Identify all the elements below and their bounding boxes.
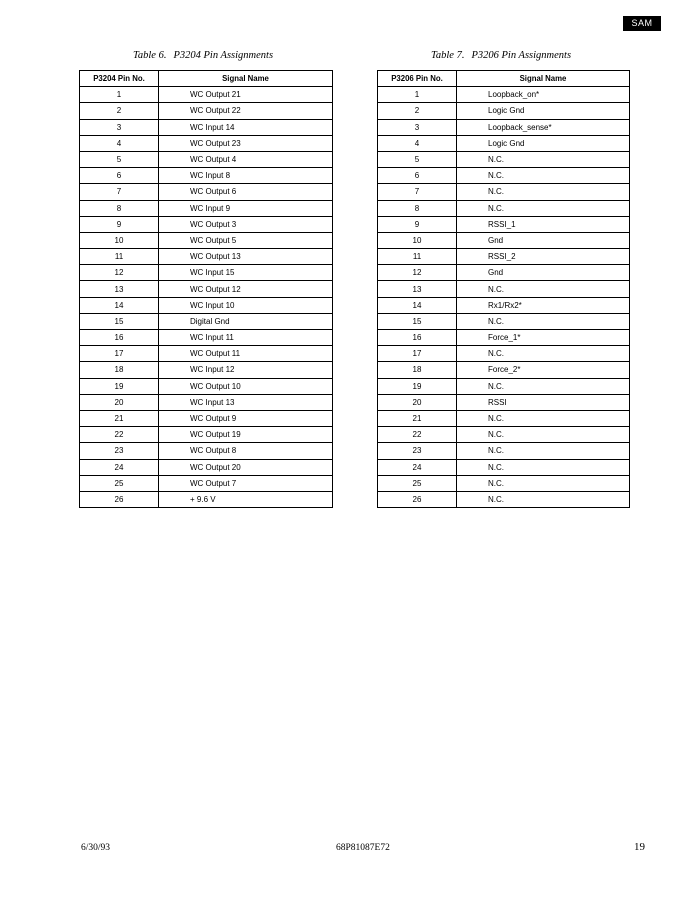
pin-number-cell: 10 <box>378 232 457 248</box>
signal-name-cell: WC Output 4 <box>159 151 333 167</box>
pin-number-cell: 1 <box>378 87 457 103</box>
table-row <box>80 362 333 378</box>
table-row <box>378 330 630 346</box>
table-row <box>378 475 630 491</box>
pin-number-cell: 9 <box>378 216 457 232</box>
table-7-caption-title: P3206 Pin Assignments <box>471 50 572 61</box>
pin-number-cell: 18 <box>378 362 457 378</box>
table-row <box>80 313 333 329</box>
pin-number-cell: 15 <box>80 313 159 329</box>
pin-number-cell: 4 <box>80 135 159 151</box>
pin-number-cell: 24 <box>378 459 457 475</box>
pin-number-cell: 22 <box>378 427 457 443</box>
signal-name-cell: N.C. <box>457 410 630 426</box>
pin-number-cell: 18 <box>80 362 159 378</box>
pin-number-cell: 11 <box>378 249 457 265</box>
signal-name-cell: WC Input 8 <box>159 168 333 184</box>
footer-page-number: 19 <box>634 841 645 853</box>
table-row <box>80 216 333 232</box>
pin-number-cell: 24 <box>80 459 159 475</box>
table-row <box>80 119 333 135</box>
table-row <box>80 491 333 507</box>
pin-number-cell: 23 <box>378 443 457 459</box>
table-row <box>378 168 630 184</box>
signal-name-cell: RSSI_2 <box>457 249 630 265</box>
table-row <box>80 168 333 184</box>
signal-name-cell: WC Output 3 <box>159 216 333 232</box>
signal-name-cell: WC Output 8 <box>159 443 333 459</box>
table-row <box>80 378 333 394</box>
signal-name-header: Signal Name <box>159 71 333 87</box>
signal-name-header: Signal Name <box>457 71 630 87</box>
table-row <box>80 459 333 475</box>
table-row <box>378 313 630 329</box>
table-row <box>80 297 333 313</box>
table-row <box>378 491 630 507</box>
table-7-caption <box>431 50 571 61</box>
signal-name-cell: N.C. <box>457 459 630 475</box>
signal-name-cell: WC Output 21 <box>159 87 333 103</box>
table-header-row <box>378 71 630 87</box>
table-row <box>378 297 630 313</box>
footer-date: 6/30/93 <box>81 843 111 853</box>
table-row <box>80 200 333 216</box>
signal-name-cell: N.C. <box>457 443 630 459</box>
signal-name-cell: Rx1/Rx2* <box>457 297 630 313</box>
table-row <box>378 281 630 297</box>
table-row <box>378 232 630 248</box>
pin-number-cell: 14 <box>80 297 159 313</box>
signal-name-cell: Force_1* <box>457 330 630 346</box>
pin-number-cell: 14 <box>378 297 457 313</box>
p3206-pin-table <box>377 70 630 508</box>
pin-number-cell: 3 <box>80 119 159 135</box>
p3204-pin-table <box>79 70 333 508</box>
signal-name-cell: Loopback_on* <box>457 87 630 103</box>
signal-name-cell: WC Output 12 <box>159 281 333 297</box>
signal-name-cell: WC Output 6 <box>159 184 333 200</box>
pin-number-cell: 3 <box>378 119 457 135</box>
table-row <box>378 443 630 459</box>
table-row <box>378 427 630 443</box>
table-row <box>80 475 333 491</box>
table-row <box>80 346 333 362</box>
pin-number-cell: 2 <box>378 103 457 119</box>
signal-name-cell: N.C. <box>457 346 630 362</box>
signal-name-cell: WC Output 10 <box>159 378 333 394</box>
table-row <box>378 103 630 119</box>
signal-name-cell: WC Output 9 <box>159 410 333 426</box>
signal-name-cell: WC Input 10 <box>159 297 333 313</box>
pin-number-header: P3204 Pin No. <box>80 71 159 87</box>
p3204-table-body <box>80 87 333 508</box>
table-row <box>80 87 333 103</box>
pin-number-cell: 25 <box>80 475 159 491</box>
signal-name-cell: N.C. <box>457 200 630 216</box>
signal-name-cell: Logic Gnd <box>457 103 630 119</box>
footer-doc-number: 68P81087E72 <box>336 843 390 853</box>
table-row <box>378 362 630 378</box>
pin-number-cell: 25 <box>378 475 457 491</box>
signal-name-cell: Digital Gnd <box>159 313 333 329</box>
table-row <box>80 427 333 443</box>
table-row <box>80 232 333 248</box>
table-row <box>378 459 630 475</box>
pin-number-cell: 2 <box>80 103 159 119</box>
pin-number-cell: 21 <box>378 410 457 426</box>
table-row <box>378 87 630 103</box>
table-6-caption <box>133 50 273 61</box>
signal-name-cell: N.C. <box>457 378 630 394</box>
signal-name-cell: + 9.6 V <box>159 491 333 507</box>
table-row <box>378 135 630 151</box>
table-row <box>378 410 630 426</box>
pin-number-cell: 8 <box>378 200 457 216</box>
table-row <box>378 151 630 167</box>
table-row <box>80 394 333 410</box>
signal-name-cell: N.C. <box>457 281 630 297</box>
table-row <box>80 410 333 426</box>
signal-name-cell: N.C. <box>457 491 630 507</box>
pin-number-cell: 1 <box>80 87 159 103</box>
signal-name-cell: WC Input 13 <box>159 394 333 410</box>
pin-number-cell: 10 <box>80 232 159 248</box>
signal-name-cell: Gnd <box>457 232 630 248</box>
pin-number-cell: 7 <box>80 184 159 200</box>
pin-number-cell: 12 <box>80 265 159 281</box>
pin-number-cell: 5 <box>80 151 159 167</box>
signal-name-cell: Loopback_sense* <box>457 119 630 135</box>
pin-number-cell: 12 <box>378 265 457 281</box>
pin-number-cell: 22 <box>80 427 159 443</box>
table-row <box>378 249 630 265</box>
pin-number-cell: 16 <box>378 330 457 346</box>
signal-name-cell: WC Output 5 <box>159 232 333 248</box>
signal-name-cell: WC Input 11 <box>159 330 333 346</box>
pin-number-cell: 5 <box>378 151 457 167</box>
signal-name-cell: WC Input 14 <box>159 119 333 135</box>
table-row <box>80 135 333 151</box>
pin-number-cell: 8 <box>80 200 159 216</box>
signal-name-cell: WC Input 12 <box>159 362 333 378</box>
signal-name-cell: WC Output 13 <box>159 249 333 265</box>
table-row <box>80 281 333 297</box>
signal-name-cell: N.C. <box>457 313 630 329</box>
signal-name-cell: WC Output 7 <box>159 475 333 491</box>
pin-number-cell: 20 <box>80 394 159 410</box>
signal-name-cell: WC Output 11 <box>159 346 333 362</box>
signal-name-cell: WC Input 15 <box>159 265 333 281</box>
signal-name-cell: WC Output 23 <box>159 135 333 151</box>
pin-number-cell: 16 <box>80 330 159 346</box>
pin-number-cell: 17 <box>80 346 159 362</box>
pin-number-cell: 26 <box>80 491 159 507</box>
table-row <box>80 330 333 346</box>
p3206-table-body <box>378 87 630 508</box>
table-row <box>378 119 630 135</box>
table-row <box>378 200 630 216</box>
table-header-row <box>80 71 333 87</box>
table-row <box>378 184 630 200</box>
table-6-caption-title: P3204 Pin Assignments <box>173 50 274 61</box>
table-row <box>80 103 333 119</box>
signal-name-cell: WC Output 19 <box>159 427 333 443</box>
signal-name-cell: Logic Gnd <box>457 135 630 151</box>
signal-name-cell: N.C. <box>457 168 630 184</box>
table-row <box>80 249 333 265</box>
signal-name-cell: N.C. <box>457 427 630 443</box>
signal-name-cell: WC Output 20 <box>159 459 333 475</box>
table-row <box>378 346 630 362</box>
signal-name-cell: RSSI_1 <box>457 216 630 232</box>
table-6-caption-number: Table 6. <box>133 50 167 61</box>
pin-number-cell: 19 <box>378 378 457 394</box>
signal-name-cell: Force_2* <box>457 362 630 378</box>
signal-name-cell: N.C. <box>457 184 630 200</box>
pin-number-cell: 20 <box>378 394 457 410</box>
pin-number-cell: 6 <box>378 168 457 184</box>
signal-name-cell: WC Input 9 <box>159 200 333 216</box>
signal-name-cell: N.C. <box>457 151 630 167</box>
table-row <box>80 443 333 459</box>
pin-number-cell: 23 <box>80 443 159 459</box>
pin-number-cell: 13 <box>378 281 457 297</box>
table-row <box>378 265 630 281</box>
pin-number-header: P3206 Pin No. <box>378 71 457 87</box>
table-row <box>378 394 630 410</box>
signal-name-cell: N.C. <box>457 475 630 491</box>
table-row <box>378 216 630 232</box>
pin-number-cell: 26 <box>378 491 457 507</box>
table-row <box>80 184 333 200</box>
signal-name-cell: Gnd <box>457 265 630 281</box>
signal-name-cell: WC Output 22 <box>159 103 333 119</box>
pin-number-cell: 19 <box>80 378 159 394</box>
pin-number-cell: 11 <box>80 249 159 265</box>
pin-number-cell: 9 <box>80 216 159 232</box>
pin-number-cell: 4 <box>378 135 457 151</box>
table-row <box>80 151 333 167</box>
pin-number-cell: 6 <box>80 168 159 184</box>
section-tab-badge: SAM <box>623 16 661 31</box>
table-7-caption-number: Table 7. <box>431 50 465 61</box>
pin-number-cell: 21 <box>80 410 159 426</box>
pin-number-cell: 15 <box>378 313 457 329</box>
pin-number-cell: 13 <box>80 281 159 297</box>
signal-name-cell: RSSI <box>457 394 630 410</box>
table-row <box>80 265 333 281</box>
pin-number-cell: 7 <box>378 184 457 200</box>
table-row <box>378 378 630 394</box>
pin-number-cell: 17 <box>378 346 457 362</box>
